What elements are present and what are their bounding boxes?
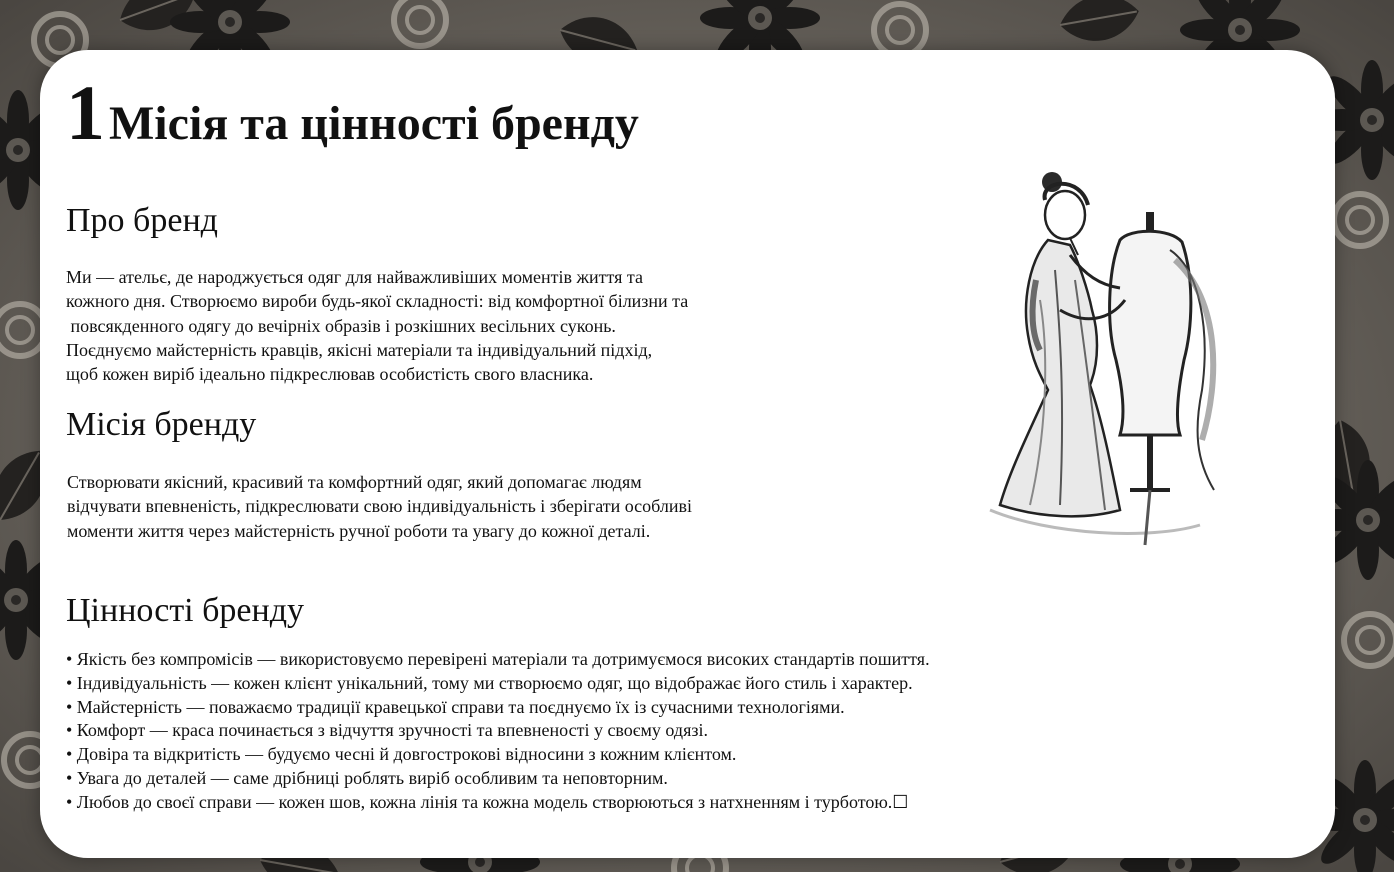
about-line: щоб кожен виріб ідеально підкреслював особистість свого власника. — [66, 364, 594, 385]
seamstress-mannequin-icon — [970, 160, 1230, 550]
about-line: Поєднуємо майстерність кравців, якісні матеріали та індивідуальний підхід, — [66, 339, 653, 360]
about-heading: Про бренд — [66, 202, 218, 239]
values-heading: Цінності бренду — [66, 592, 305, 629]
values-list-item: • Комфорт — краса починається з відчуття зручності та впевненості у своєму одязі. — [66, 720, 708, 741]
values-list-item: • Любов до своєї справи — кожен шов, кожна лінія та кожна модель створюються з натхненням і турботою.☐ — [66, 791, 909, 812]
content-card — [40, 50, 1335, 858]
values-list-item: • Індивідуальність — кожен клієнт унікальний, тому ми створюємо одяг, що відображає його стиль і характер. — [66, 672, 913, 693]
values-list-item: • Увага до деталей — саме дрібниці роблять виріб особливим та неповторним. — [66, 767, 668, 788]
slide-number: 1 — [66, 69, 103, 156]
mission-line: Створювати якісний, красивий та комфортний одяг, який допомагає людям — [67, 472, 642, 492]
mission-paragraph — [67, 470, 692, 543]
about-line: кожного дня. Створюємо вироби будь-якої складності: від комфортної білизни та — [66, 291, 689, 312]
mission-line: відчувати впевненість, підкреслювати свою індивідуальність і зберігати особливі — [67, 496, 692, 517]
values-list-item: • Майстерність — поважаємо традиції кравецької справи та поєднуємо їх із сучасними технологіями. — [66, 696, 845, 717]
about-line: повсякденного одягу до вечірніх образів і розкішних весільних суконь. — [66, 315, 616, 336]
mission-heading: Місія бренду — [66, 406, 257, 443]
mission-line: моменти життя через майстерність ручної роботи та увагу до кожної деталі. — [67, 520, 651, 541]
slide-title: Місія та цінності бренду — [109, 97, 639, 150]
values-list-item: • Якість без компромісів — використовуємо перевірені матеріали та дотримуємося високих стандартів пошиття. — [66, 649, 930, 669]
about-line: Ми — ательє, де народжується одяг для найважливіших моментів життя та — [66, 267, 643, 287]
about-paragraph — [66, 265, 688, 386]
values-list — [66, 648, 930, 815]
page-title — [66, 68, 639, 158]
values-list-item: • Довіра та відкритість — будуємо чесні й довгострокові відносини з кожним клієнтом. — [66, 744, 737, 765]
